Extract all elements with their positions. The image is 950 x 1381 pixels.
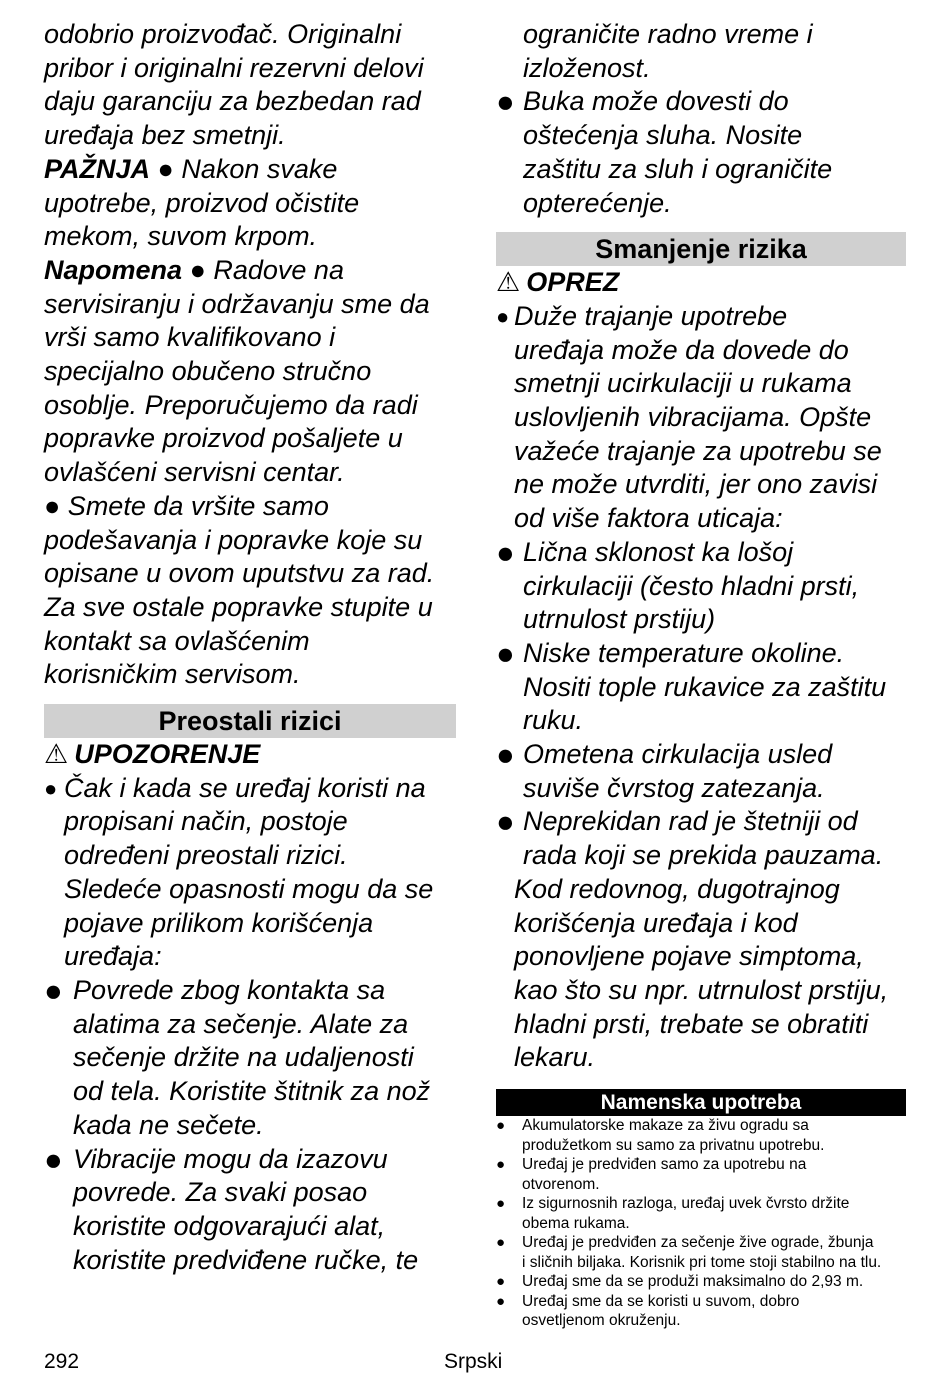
text-line: ● Radove na — [189, 254, 344, 285]
text-line: Niske temperature okoline. — [523, 637, 845, 668]
text-line: odobrio proizvođač. Originalni — [44, 19, 402, 49]
text-line: povrede. Za svaki posao — [73, 1177, 368, 1208]
page-number: 292 — [44, 1350, 80, 1373]
list-item — [496, 1233, 906, 1272]
text-line: Čak i kada se uređaj koristi na — [64, 772, 426, 803]
text-line: produžetkom su samo za privatnu upotrebu. — [522, 1136, 825, 1154]
bullet-icon: ● — [44, 775, 58, 801]
text-line: važeće trajanje za upotrebu se — [514, 435, 882, 466]
list-item — [496, 300, 906, 536]
bullet-icon: ● — [44, 1141, 63, 1177]
caution-label: OPREZ — [526, 267, 620, 298]
text-line: Sledeće opasnosti mogu da se — [64, 873, 434, 904]
text-line: obema rukama. — [522, 1214, 630, 1232]
text-line: ● Smete da vršite samo — [44, 490, 329, 521]
list-item — [496, 1194, 906, 1233]
text-line: uslovljenih vibracijama. Opšte — [514, 402, 872, 433]
list-item — [44, 772, 456, 974]
bullet-icon: ● — [496, 303, 510, 329]
bullet-icon: ● — [496, 635, 515, 671]
text-line: oštećenja sluha. Nosite — [523, 120, 803, 151]
text-line: opterećenje. — [523, 187, 672, 218]
text-line: kada ne sečete. — [73, 1109, 264, 1140]
text-line: korisničkim servisom. — [44, 659, 301, 690]
text-line: utrnulost prstiju) — [523, 604, 716, 635]
section-header-preostali-rizici: Preostali rizici — [44, 704, 456, 738]
text-line: Povrede zbog kontakta sa — [73, 974, 386, 1005]
section-header-smanjenje-rizika: Smanjenje rizika — [496, 232, 906, 266]
text-line: lekaru. — [514, 1042, 596, 1073]
text-line: ovlašćeni servisni centar. — [44, 457, 345, 488]
left-column — [44, 18, 456, 1277]
text-line: od tela. Koristite štitnik za nož — [73, 1076, 431, 1107]
bullet-icon: ● — [496, 84, 515, 120]
bullet-icon: ● — [496, 1234, 506, 1252]
text-line: korišćenja uređaja i kod — [514, 907, 798, 938]
paznja-label: PAŽNJA — [44, 153, 151, 184]
list-item — [44, 1143, 456, 1278]
warning-label: UPOZORENJE — [74, 739, 261, 770]
list-item — [44, 974, 456, 1143]
section-header-namenska-upotreba: Namenska upotreba — [496, 1089, 906, 1116]
text-line: suviše čvrstog zatezanja. — [523, 772, 825, 803]
text-line: popravke proizvod pošaljete u — [44, 423, 403, 454]
text-line: kontakt sa ovlašćenim — [44, 625, 310, 656]
text-line: ruku. — [523, 705, 584, 736]
text-line: cirkulaciji (često hladni prsti, — [523, 570, 860, 601]
bullet-icon: ● — [496, 1156, 506, 1174]
list-item — [496, 738, 906, 805]
text-line — [44, 153, 456, 187]
text-line: Uređaj sme da se koristi u suvom, dobro — [522, 1292, 800, 1310]
text-line: zaštitu za sluh i ograničite — [523, 153, 833, 184]
list-item — [496, 637, 906, 738]
bullet-icon: ● — [496, 534, 515, 570]
text-line: koristite odgovarajući alat, — [73, 1210, 386, 1241]
text-line: specijalno obučeno stručno — [44, 356, 372, 387]
text-line: Uređaj sme da se produži maksimalno do 2,93 m. — [522, 1273, 864, 1291]
text-line: Za sve ostale popravke stupite u — [44, 591, 433, 622]
text-line: osvetljenom okruženju. — [522, 1312, 681, 1330]
bullet-icon: ● — [496, 1117, 506, 1135]
warning-triangle-icon: ⚠ — [44, 739, 69, 770]
text-line: od više faktora uticaja: — [514, 503, 783, 534]
text-line: podešavanja i popravke koje su — [44, 524, 423, 555]
text-line: pribor i originalni rezervni delovi — [44, 52, 424, 83]
text-line: alatima za sečenje. Alate za — [73, 1008, 409, 1039]
list-item — [496, 805, 906, 872]
text-line: vrši samo kvalifikovano i — [44, 322, 336, 353]
text-line: Akumulatorske makaze za živu ogradu sa — [522, 1117, 809, 1135]
list-item — [496, 1292, 906, 1331]
caution-heading — [496, 266, 906, 300]
paznja-note — [44, 153, 456, 254]
text-line: ograničite radno vreme i — [523, 19, 813, 49]
namenska-list — [496, 1116, 906, 1331]
text-line: Lična sklonost ka lošoj — [523, 536, 794, 567]
text-line: smetnji ucirkulaciji u rukama — [514, 368, 852, 399]
text-line: Iz sigurnosnih razloga, uređaj uvek čvrsto držite — [522, 1195, 850, 1213]
text-line: kao što su npr. utrnulost prstiju, — [514, 974, 889, 1005]
text-line: izloženost. — [523, 52, 651, 83]
text-line: Neprekidan rad je štetniji od — [523, 806, 858, 837]
continued-paragraph — [496, 18, 906, 85]
text-line: pojave prilikom korišćenja — [64, 907, 374, 938]
text-line: koristite predviđene ručke, te — [73, 1244, 419, 1275]
text-line: ● Nakon svake — [157, 153, 338, 184]
text-line: Vibracije mogu da izazovu — [73, 1143, 388, 1174]
napomena-label: Napomena — [44, 254, 183, 285]
text-line: Kod redovnog, dugotrajnog — [514, 873, 840, 904]
bullet-icon: ● — [44, 972, 63, 1008]
text-line: Uređaj je predviđen za sečenje žive ograde, žbunja — [522, 1234, 874, 1252]
text-line: upotrebe, proizvod očistite — [44, 187, 360, 218]
bullet-icon: ● — [496, 804, 515, 840]
text-line: rada koji se prekida pauzama. — [523, 840, 884, 871]
bullet-icon: ● — [496, 1292, 506, 1310]
text-line: uređaja može da dovede do — [514, 334, 849, 365]
warning-heading — [44, 738, 456, 772]
kod-paragraph — [496, 873, 906, 1075]
list-item — [496, 1272, 906, 1292]
text-line: otvorenom. — [522, 1175, 600, 1193]
smete-paragraph — [44, 490, 456, 692]
text-line: i sličnih biljaka. Korisnik pri tome stoji stabilno na tlu. — [522, 1253, 882, 1271]
list-item — [496, 1116, 906, 1155]
text-line: osoblje. Preporučujemo da radi — [44, 389, 418, 420]
bullet-icon: ● — [496, 1195, 506, 1213]
text-line: uređaja bez smetnji. — [44, 120, 286, 151]
text-line: ne može utvrditi, jer ono zavisi — [514, 469, 878, 500]
napomena-note — [44, 254, 456, 490]
text-line: hladni prsti, trebate se obratiti — [514, 1008, 869, 1039]
text-line: Ometena cirkulacija usled — [523, 739, 833, 770]
right-column — [496, 18, 906, 1331]
text-line: ponovljene pojave simptoma, — [514, 941, 864, 972]
text-line: uređaja: — [64, 941, 162, 972]
text-line: određeni preostali rizici. — [64, 840, 348, 871]
text-line: Uređaj je predviđen samo za upotrebu na — [522, 1156, 807, 1174]
warning-triangle-icon: ⚠ — [496, 267, 521, 298]
footer-language: Srpski — [444, 1350, 503, 1373]
list-item — [496, 536, 906, 637]
text-line: opisane u ovom uputstvu za rad. — [44, 558, 435, 589]
text-line: mekom, suvom krpom. — [44, 221, 318, 252]
bullet-icon: ● — [496, 1273, 506, 1291]
text-line: Buka može dovesti do — [523, 86, 789, 117]
list-item — [496, 1155, 906, 1194]
text-line: propisani način, postoje — [64, 806, 348, 837]
text-line: Duže trajanje upotrebe — [514, 300, 788, 331]
list-item — [496, 85, 906, 220]
text-line — [44, 254, 456, 288]
bullet-icon: ● — [496, 737, 515, 773]
text-line: servisiranju i održavanju sme da — [44, 288, 430, 319]
text-line: Nositi tople rukavice za zaštitu — [523, 671, 887, 702]
text-line: daju garanciju za bezbedan rad — [44, 86, 421, 117]
intro-paragraph — [44, 18, 456, 153]
text-line: sečenje držite na udaljenosti — [73, 1042, 414, 1073]
